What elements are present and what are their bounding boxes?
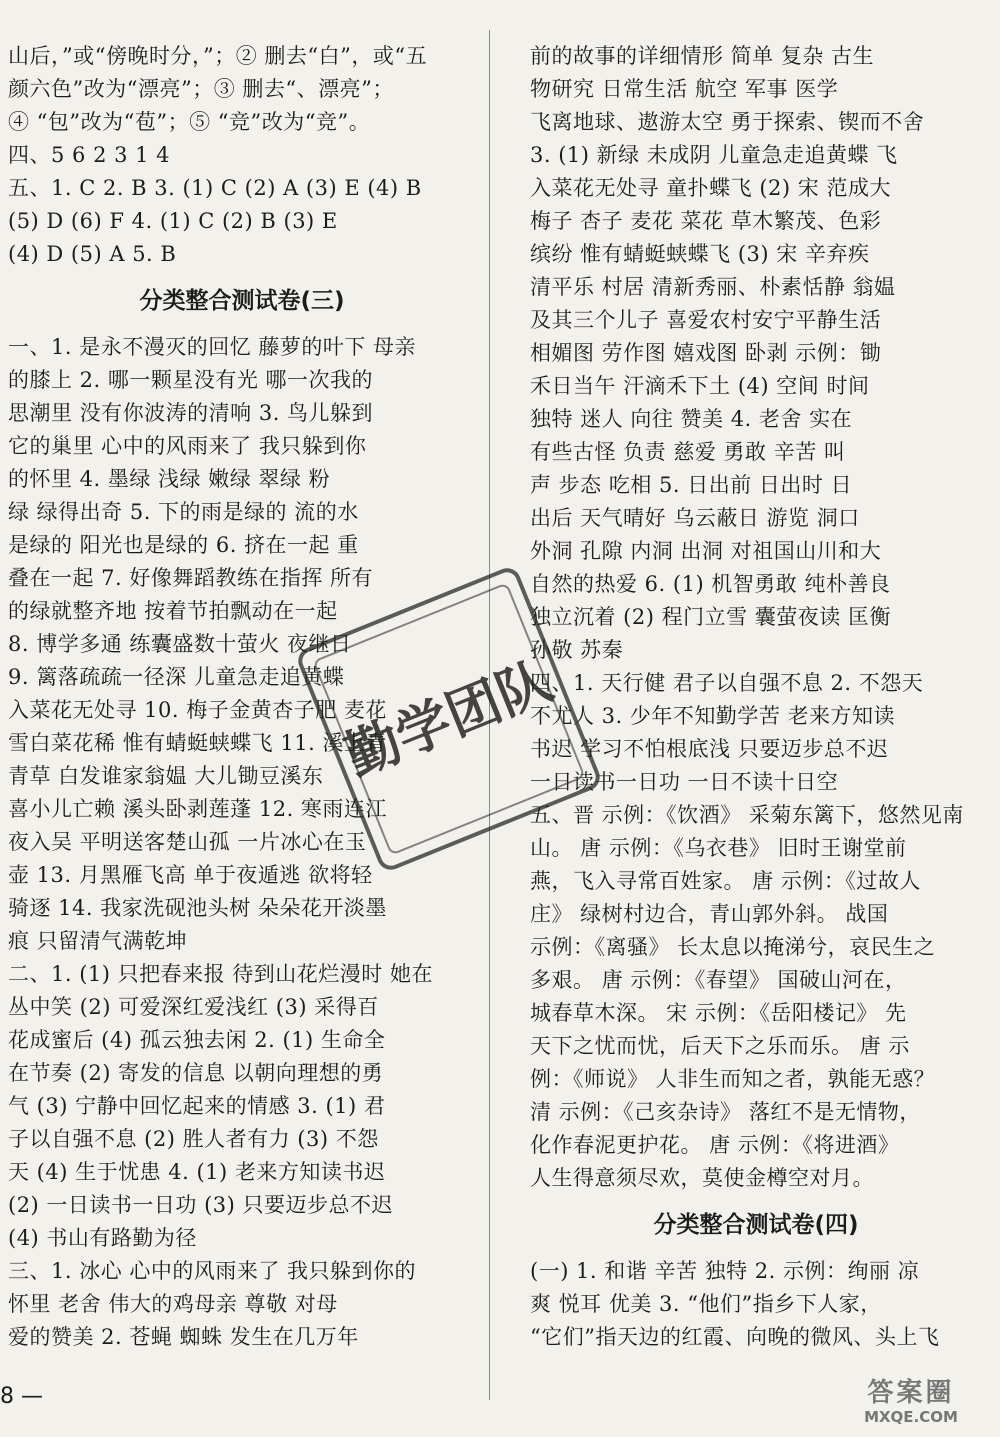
answer-line: 花成蜜后 (4) 孤云独去闲 2. (1) 生命全: [8, 1028, 386, 1052]
right-body-block: [530, 40, 982, 1195]
answer-line: 清平乐 村居 清新秀丽、朴素恬静 翁媪: [530, 275, 896, 299]
answer-line: 山后，”或“傍晚时分，”；② 删去“白”，或“五: [8, 44, 428, 68]
answer-line: 丛中笑 (2) 可爱深红爱浅红 (3) 采得百: [8, 995, 379, 1019]
answer-line: 示例：《离骚》 长太息以掩涕兮，哀民生之: [530, 935, 936, 959]
answer-line: 在节奏 (2) 寄发的信息 以朝向理想的勇: [8, 1061, 384, 1085]
page-number: 8 —: [0, 1384, 43, 1409]
answer-line: 外洞 孔隙 内洞 出洞 对祖国山川和大: [530, 539, 882, 563]
answer-line: 叠在一起 7. 好像舞蹈教练在指挥 所有: [8, 566, 374, 590]
answer-line: 不尤人 3. 少年不知勤学苦 老来方知读: [530, 704, 896, 728]
answer-line: 孙敬 苏秦: [530, 638, 624, 662]
answer-line: 天 (4) 生于忧患 4. (1) 老来方知读书迟: [8, 1160, 386, 1184]
answer-line: 及其三个儿子 喜爱农村安宁平静生活: [530, 308, 882, 332]
answer-line: 出后 天气晴好 乌云蔽日 游览 洞口: [530, 506, 860, 530]
answer-line: (5) D (6) F 4. (1) C (2) B (3) E: [8, 209, 338, 233]
answer-line: ④ “包”改为“苞”；⑤ “竞”改为“竞”。: [8, 110, 371, 134]
answer-line: 相媚图 劳作图 嬉戏图 卧剥 示例：锄: [530, 341, 882, 365]
answer-line: 夜入吴 平明送客楚山孤 一片冰心在玉: [8, 830, 367, 854]
answer-line: 梅子 杏子 麦花 菜花 草木繁茂、色彩: [530, 209, 882, 233]
answer-line: 气 (3) 宁静中回忆起来的情感 3. (1) 君: [8, 1094, 386, 1118]
answer-line: 爽 悦耳 优美 3. “他们”指乡下人家，: [530, 1292, 882, 1316]
answer-line: 怀里 老舍 伟大的鸡母亲 尊敬 对母: [8, 1292, 338, 1316]
site-logo: [836, 1378, 986, 1433]
answer-line: 独立沉着 (2) 程门立雪 囊萤夜读 匡衡: [530, 605, 891, 629]
answer-line: 书迟 学习不怕根底浅 只要迈步总不迟: [530, 737, 889, 761]
answer-line: 青草 白发谁家翁媪 大儿锄豆溪东: [8, 764, 324, 788]
answer-line: 自然的热爱 6. (1) 机智勇敢 纯朴善良: [530, 572, 891, 596]
answer-line: 绿 绿得出奇 5. 下的雨是绿的 流的水: [8, 500, 359, 524]
logo-title: 答案圈: [867, 1378, 955, 1408]
answer-line: 的怀里 4. 墨绿 浅绿 嫩绿 翠绿 粉: [8, 467, 331, 491]
right-column: [530, 40, 982, 1354]
section-heading-4: 分类整合测试卷(四): [653, 1212, 859, 1238]
answer-line: 三、1. 冰心 心中的风雨来了 我只躲到你的: [8, 1259, 417, 1283]
answer-line: 是绿的 阳光也是绿的 6. 挤在一起 重: [8, 533, 359, 557]
section-heading-3: 分类整合测试卷(三): [139, 288, 345, 314]
answer-line: 喜小儿亡赖 溪头卧剥莲蓬 12. 寒雨连江: [8, 797, 387, 821]
answer-line: “它们”指天边的红霞、向晚的微风、头上飞: [530, 1325, 940, 1349]
answer-line: 五、1. C 2. B 3. (1) C (2) A (3) E (4) B: [8, 176, 422, 200]
left-top-block: [8, 40, 476, 271]
answer-line: 痕 只留清气满乾坤: [8, 929, 188, 953]
answer-line: 城春草木深。 宋 示例：《岳阳楼记》 先: [530, 1001, 907, 1025]
answer-line: 爱的赞美 2. 苍蝇 蜘蛛 发生在几万年: [8, 1325, 359, 1349]
answer-line: 前的故事的详细情形 简单 复杂 古生: [530, 44, 875, 68]
answer-line: 3. (1) 新绿 未成阴 儿童急走追黄蝶 飞: [530, 143, 898, 167]
answer-line: 声 步态 吃相 5. 日出前 日出时 日: [530, 473, 853, 497]
answer-line: 二、1. (1) 只把春来报 待到山花烂漫时 她在: [8, 962, 433, 986]
answer-line: (4) 书山有路勤为径: [8, 1226, 197, 1250]
answer-line: 子以自强不息 (2) 胜人者有力 (3) 不怨: [8, 1127, 379, 1151]
answer-line: 颜六色”改为“漂亮”；③ 删去“、漂亮”；: [8, 77, 394, 101]
answer-line: 禾日当午 汗滴禾下土 (4) 空间 时间: [530, 374, 870, 398]
stamp-text: 勤学团队: [336, 648, 561, 789]
answer-line: 8. 博学多通 练囊盛数十萤火 夜继日: [8, 632, 352, 656]
answer-line: 入菜花无处寻 10. 梅子金黄杏子肥 麦花: [8, 698, 387, 722]
answer-line: 入菜花无处寻 童扑蝶飞 (2) 宋 范成大: [530, 176, 891, 200]
answer-line: 的膝上 2. 哪一颗星没有光 哪一次我的: [8, 368, 374, 392]
answer-line: 缤纷 惟有蜻蜓蛱蝶飞 (3) 宋 辛弃疾: [530, 242, 870, 266]
answer-line: 化作春泥更护花。 唐 示例：《将进酒》: [530, 1133, 900, 1157]
answer-line: 四、1. 天行健 君子以自强不息 2. 不怨天: [530, 671, 924, 695]
answer-line: 燕，飞入寻常百姓家。 唐 示例：《过故人: [530, 869, 921, 893]
answer-line: (一) 1. 和谐 辛苦 独特 2. 示例：绚丽 凉: [530, 1259, 920, 1283]
answer-line: 一日读书一日功 一日不读十日空: [530, 770, 839, 794]
logo-url: MXQE.COM: [864, 1408, 958, 1426]
answer-line: 思潮里 没有你波涛的清响 3. 鸟儿躲到: [8, 401, 374, 425]
answer-line: 骑逐 14. 我家洗砚池头树 朵朵花开淡墨: [8, 896, 387, 920]
answer-line: 壶 13. 月黑雁飞高 单于夜遁逃 欲将轻: [8, 863, 373, 887]
answer-line: 天下之忧而忧，后天下之乐而乐。 唐 示: [530, 1034, 910, 1058]
answer-line: 一、1. 是永不漫灭的回忆 藤萝的叶下 母亲: [8, 335, 417, 359]
answer-line: 雪白菜花稀 惟有蜻蜓蛱蝶飞 11. 溪上青: [8, 731, 387, 755]
right-tail-block: [530, 1255, 982, 1354]
answer-line: 人生得意须尽欢，莫使金樽空对月。: [530, 1166, 874, 1190]
answer-line: 例：《师说》 人非生而知之者，孰能无惑？: [530, 1067, 936, 1091]
answer-line: 庄》 绿树村边合，青山郭外斜。 战国: [530, 902, 889, 926]
answer-line: 的绿就整齐地 按着节拍飘动在一起: [8, 599, 338, 623]
answer-line: 清 示例：《己亥杂诗》 落红不是无情物，: [530, 1100, 921, 1124]
answer-line: 有些古怪 负责 慈爱 勇敢 辛苦 叫: [530, 440, 846, 464]
answer-line: 物研究 日常生活 航空 军事 医学: [530, 77, 839, 101]
answer-line: (2) 一日读书一日功 (3) 只要迈步总不迟: [8, 1193, 394, 1217]
answer-line: 独特 迷人 向往 赞美 4. 老舍 实在: [530, 407, 853, 431]
answer-line: 它的巢里 心中的风雨来了 我只躲到你: [8, 434, 367, 458]
answer-line: (4) D (5) A 5. B: [8, 242, 177, 266]
answer-line: 四、5 6 2 3 1 4: [8, 143, 171, 167]
answer-line: 飞离地球、遨游太空 勇于探索、锲而不舍: [530, 110, 925, 134]
answer-line: 五、晋 示例：《饮酒》 采菊东篱下，悠然见南: [530, 803, 964, 827]
answer-line: 9. 篱落疏疏一径深 儿童急走追黄蝶: [8, 665, 345, 689]
answer-line: 山。 唐 示例：《乌衣巷》 旧时王谢堂前: [530, 836, 907, 860]
answer-line: 多艰。 唐 示例：《春望》 国破山河在，: [530, 968, 907, 992]
